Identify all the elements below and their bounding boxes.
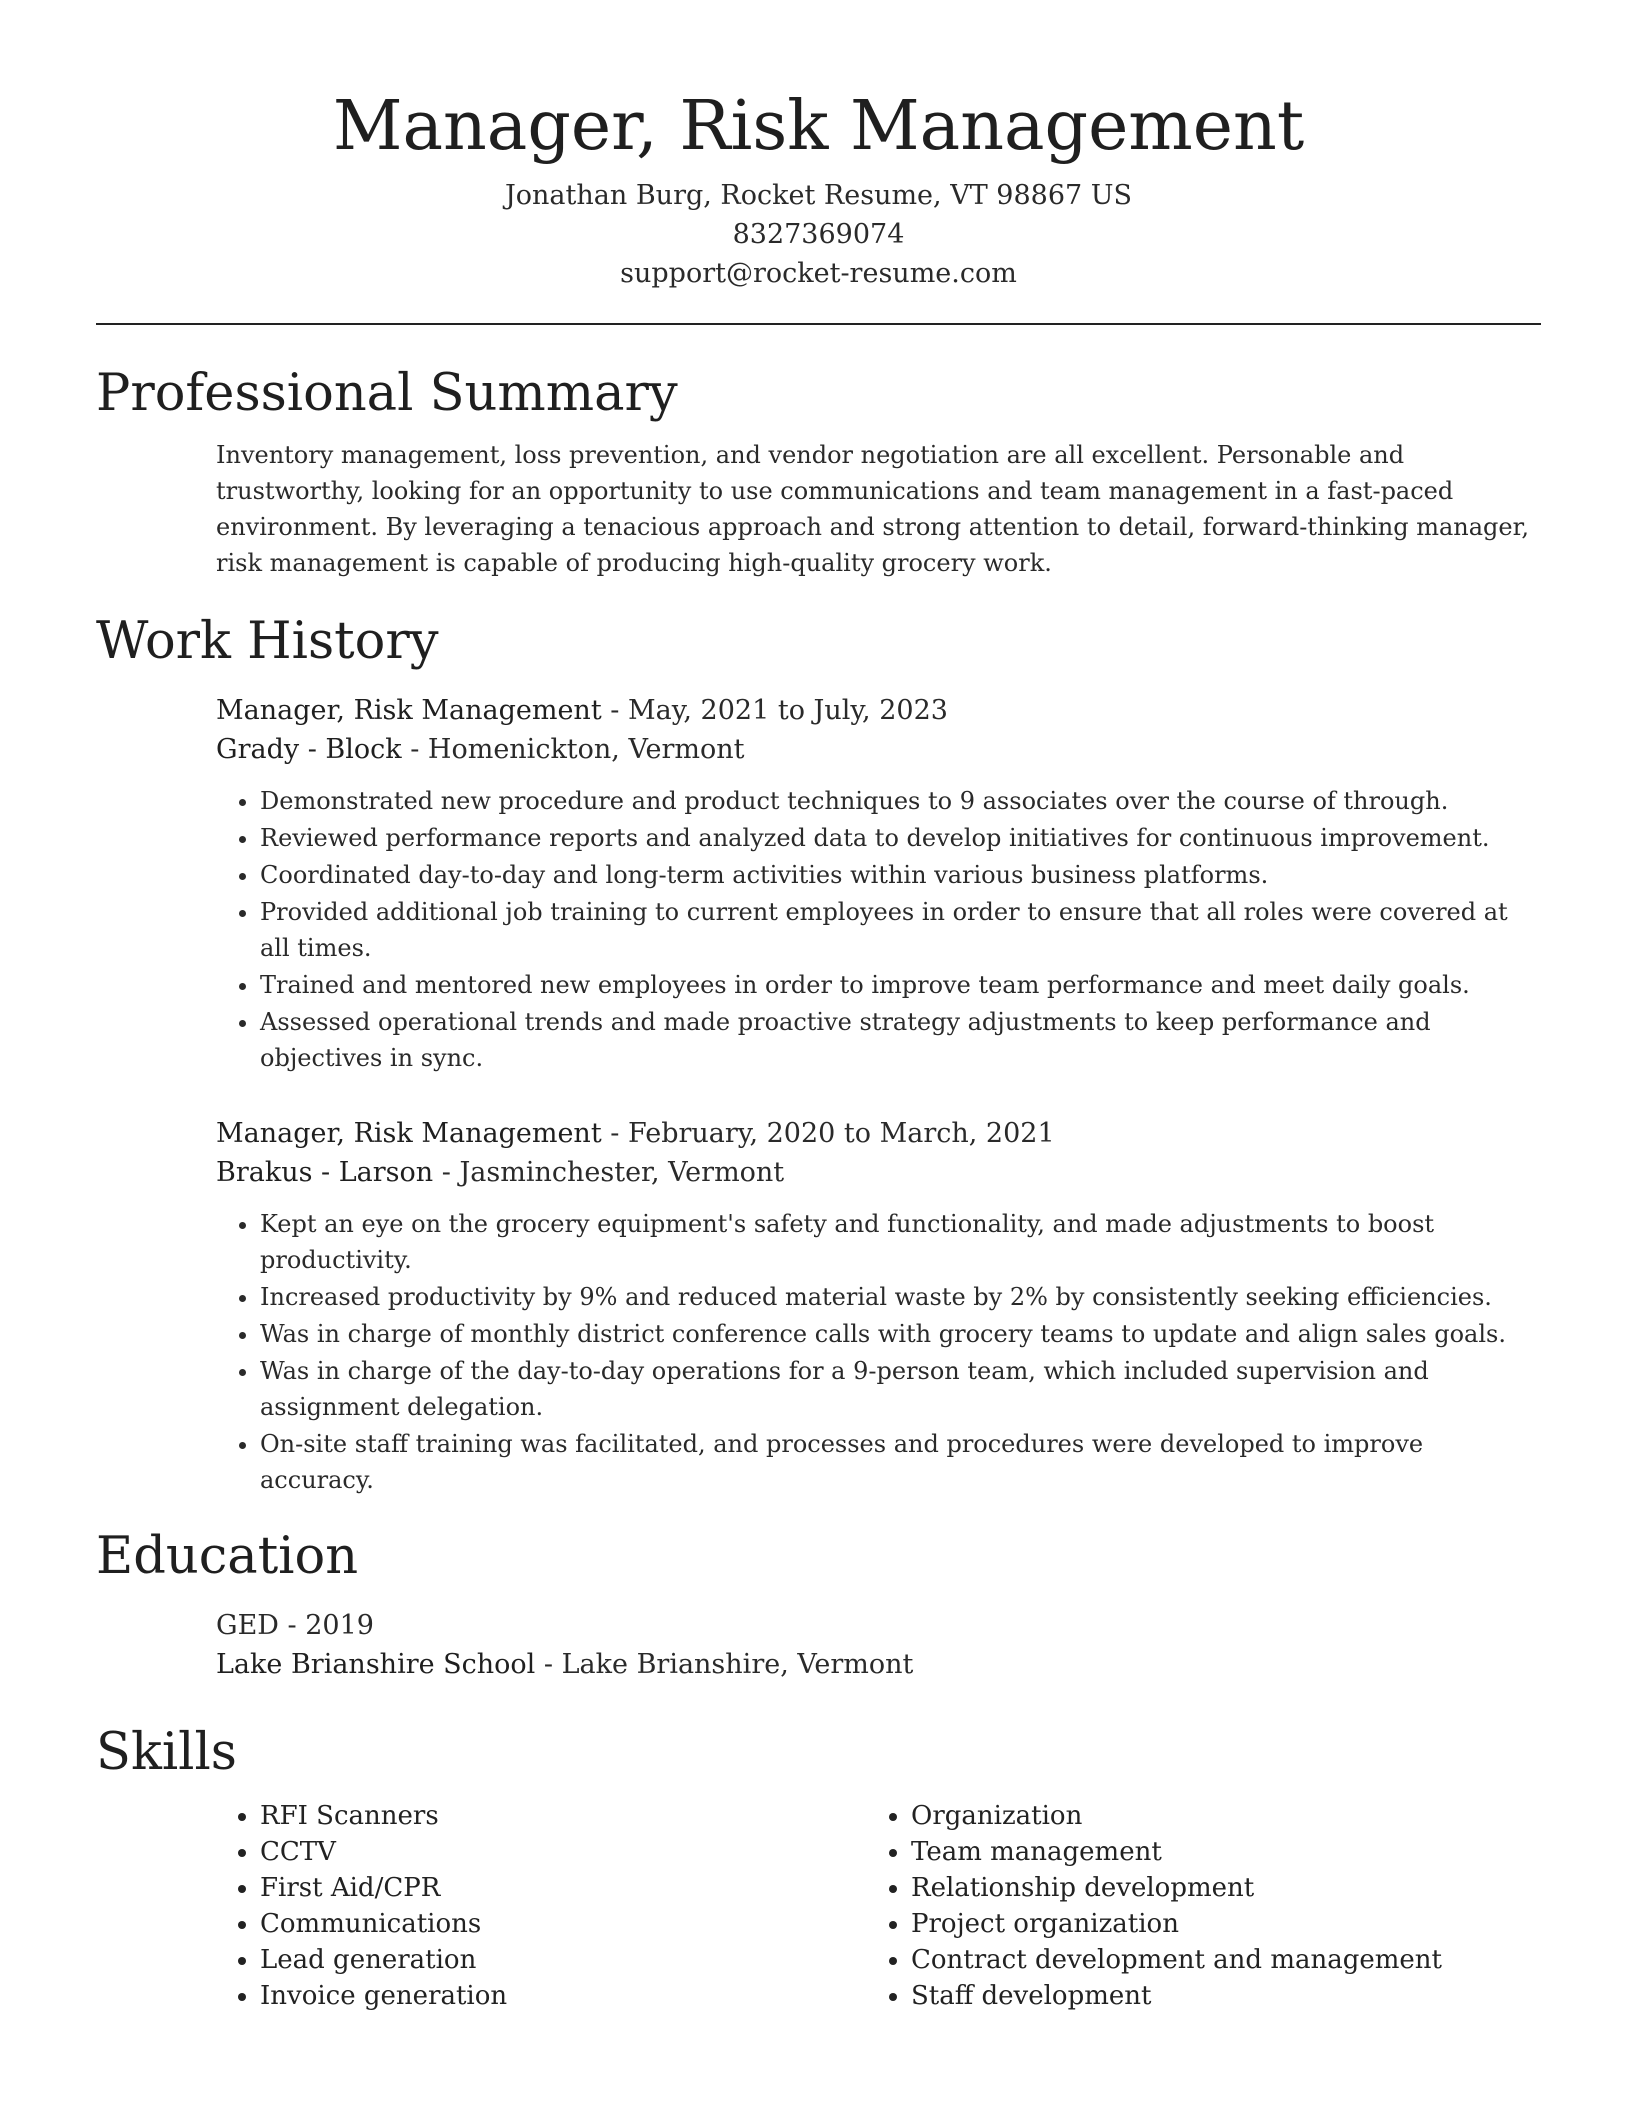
list-item: • Increased productivity by 9% and reduced material waste by 2% by consistently seeking efficiencies. (260, 1279, 1541, 1315)
section-heading-skills: Skills (96, 1723, 237, 1782)
list-item: • Demonstrated new procedure and product techniques to 9 associates over the course of through. (260, 783, 1541, 819)
section-heading-work: Work History (96, 612, 439, 671)
job-title-line (216, 1114, 1541, 1153)
job-company-line (216, 730, 1541, 769)
skills-list (216, 1798, 1541, 2014)
skill-item: • RFI Scanners (260, 1798, 867, 1834)
skill-item: • Communications (260, 1906, 867, 1942)
list-item: • Was in charge of the day-to-day operations for a 9-person team, which included supervision and assignment delegation. (260, 1353, 1541, 1425)
section-heading-summary: Professional Summary (96, 364, 678, 423)
education-school-line (216, 1645, 1541, 1684)
skill-item: • Staff development (911, 1978, 1518, 2014)
education-year: - 2019 (278, 1610, 374, 1641)
job-location: - Homenickton, Vermont (401, 734, 745, 765)
skill-item: • Organization (911, 1798, 1518, 1834)
job-entry (216, 691, 1541, 1076)
list-item: • Reviewed performance reports and analyzed data to develop initiatives for continuous improvement. (260, 820, 1541, 856)
list-item: • Provided additional job training to current employees in order to ensure that all roles were covered at all times. (260, 894, 1541, 966)
skill-item: • Contract development and management (911, 1942, 1518, 1978)
summary-text: Inventory management, loss prevention, and vendor negotiation are all excellent. Personable and trustworthy, looking for an opportunity to use communications and team management in a fast-paced environment. By leveraging a tenacious approach and strong attention to detail, forward-thinking manager, risk management is capable of producing high-quality grocery work. (216, 441, 1530, 577)
list-item: • Was in charge of monthly district conference calls with grocery teams to update and align sales goals. (260, 1316, 1541, 1352)
list-item: • Trained and mentored new employees in order to improve team performance and meet daily goals. (260, 967, 1541, 1003)
job-dates: - May, 2021 to July, 2023 (601, 695, 948, 726)
skill-item: • Team management (911, 1834, 1518, 1870)
contact-email: support@rocket-resume.com (620, 258, 1017, 289)
job-title: Manager, Risk Management (216, 695, 602, 726)
job-dates: - February, 2020 to March, 2021 (601, 1118, 1055, 1149)
education-entry (216, 1606, 1541, 1684)
skill-item: • Invoice generation (260, 1978, 867, 2014)
list-item: • Assessed operational trends and made proactive strategy adjustments to keep performance and objectives in sync. (260, 1004, 1541, 1076)
job-title: Manager, Risk Management (216, 1118, 602, 1149)
list-item: • Kept an eye on the grocery equipment's safety and functionality, and made adjustments to boost productivity. (260, 1206, 1541, 1278)
contact-address: Jonathan Burg, Rocket Resume, VT 98867 US (504, 180, 1133, 211)
job-company: Brakus - Larson (216, 1157, 434, 1188)
section-heading-education: Education (96, 1527, 359, 1586)
job-company-line (216, 1153, 1541, 1192)
skill-item: • CCTV (260, 1834, 867, 1870)
education-degree-line (216, 1606, 1541, 1645)
job-location: - Jasminchester, Vermont (433, 1157, 785, 1188)
skill-item: • First Aid/CPR (260, 1870, 867, 1906)
job-bullets (216, 1206, 1541, 1498)
education-degree: GED (216, 1610, 279, 1641)
skills-column-right (867, 1798, 1518, 2014)
job-bullets (216, 783, 1541, 1076)
page-title: Manager, Risk Management (332, 87, 1305, 166)
skill-item: • Project organization (911, 1906, 1518, 1942)
education-location: - Lake Brianshire, Vermont (535, 1649, 914, 1680)
job-entry (216, 1114, 1541, 1498)
job-company: Grady - Block (216, 734, 402, 765)
contact-phone: 8327369074 (732, 219, 905, 250)
header-divider (96, 323, 1541, 325)
skills-column-left (216, 1798, 867, 2014)
skill-item: • Lead generation (260, 1942, 867, 1978)
resume-header (96, 0, 1541, 293)
list-item: • On-site staff training was facilitated, and processes and procedures were developed to improve accuracy. (260, 1426, 1541, 1498)
list-item: • Coordinated day-to-day and long-term activities within various business platforms. (260, 857, 1541, 893)
resume-page (96, 0, 1541, 2112)
skill-item: • Relationship development (911, 1870, 1518, 1906)
job-title-line (216, 691, 1541, 730)
education-school: Lake Brianshire School (216, 1649, 536, 1680)
